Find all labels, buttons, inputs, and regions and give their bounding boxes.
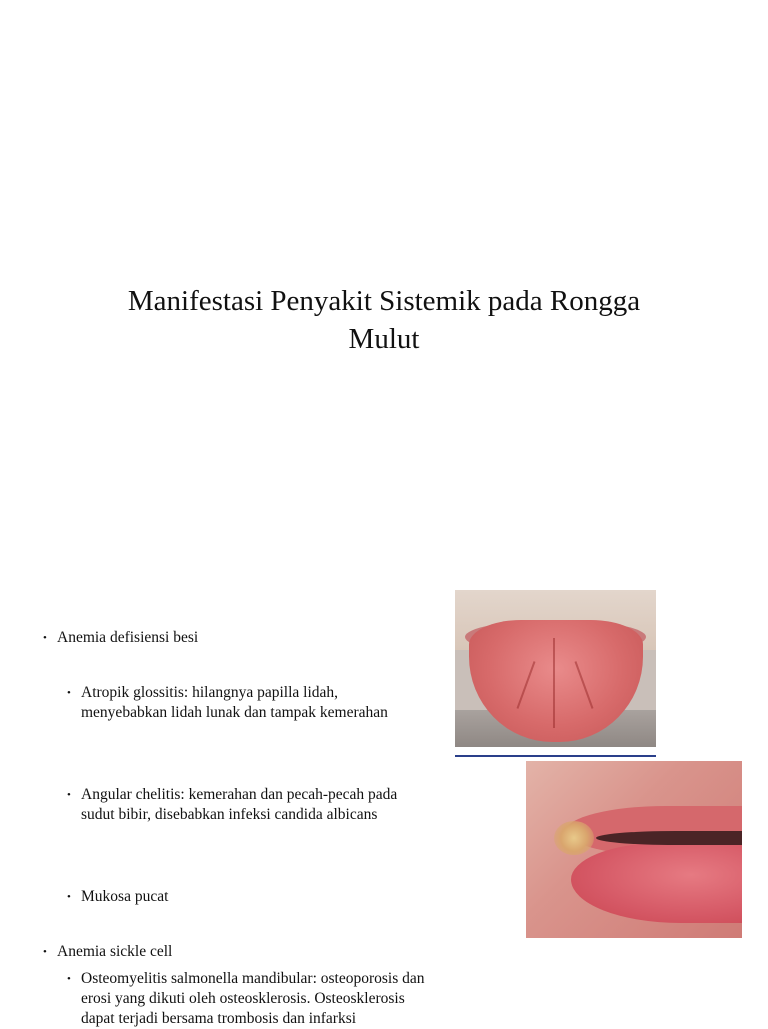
title-line-1: Manifestasi Penyakit Sistemik pada Rongga bbox=[127, 285, 641, 317]
bullet-item: • Angular chelitis: kemerahan dan pecah-pecah pada sudut bibir, disebabkan infeksi candida albicans bbox=[67, 786, 398, 823]
bullet-item: • Mukosa pucat bbox=[67, 888, 169, 905]
title-line-2: Mulut bbox=[348, 323, 420, 355]
angular-cheilitis-photo bbox=[526, 761, 742, 938]
bullet-item: • Anemia defisiensi besi bbox=[43, 629, 199, 646]
tongue-photo bbox=[455, 590, 656, 757]
bullet-item: • Anemia sickle cell bbox=[43, 943, 173, 960]
bullet-item: • Atropik glossitis: hilangnya papilla lidah, menyebabkan lidah lunak dan tampak kemerahan bbox=[67, 684, 388, 721]
bullet-item: • Osteomyelitis salmonella mandibular: osteoporosis dan erosi yang dikuti oleh osteosklerosis. Osteosklerosis dapat terjadi bersama trombosis dan infarksi bbox=[67, 970, 425, 1027]
